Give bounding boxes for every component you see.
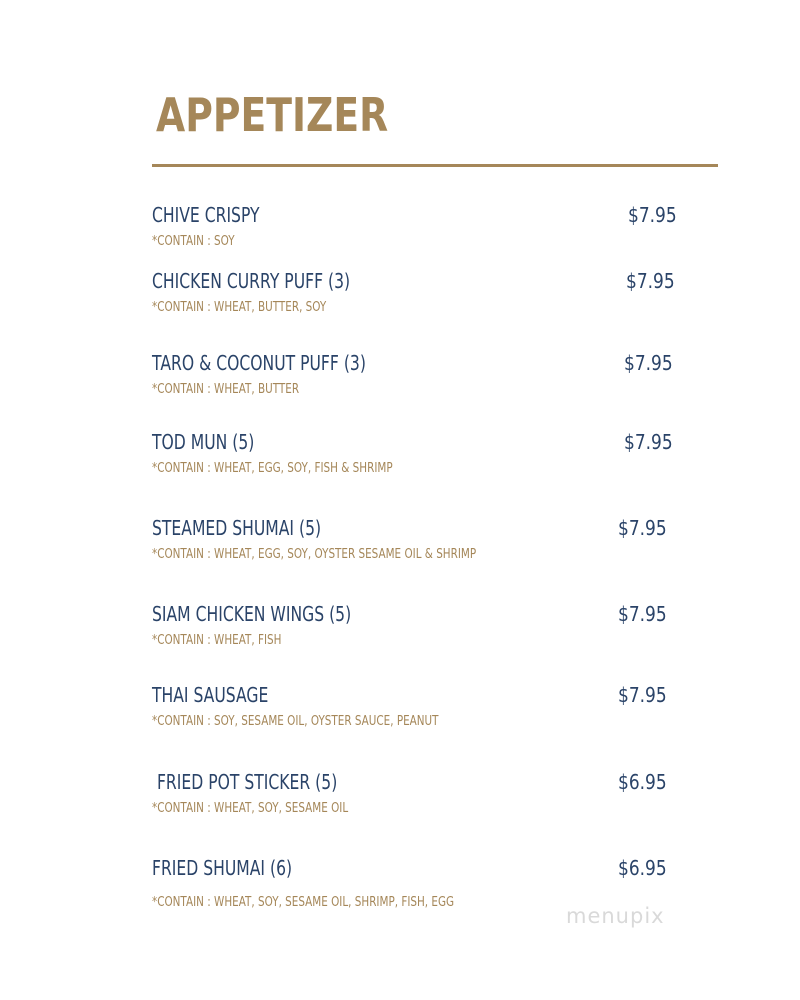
menu-item-allergens: *CONTAIN : WHEAT, SOY, SESAME OIL, SHRIMP, FISH, EGG [152, 895, 455, 910]
menu-item-allergens: *CONTAIN : SOY [152, 234, 235, 249]
menu-item-price: $6.95 [618, 856, 667, 880]
menu-item-allergens: *CONTAIN : WHEAT, SOY, SESAME OIL [152, 801, 349, 816]
menu-item-name: CHICKEN CURRY PUFF (3) [152, 269, 351, 293]
menu-item-price: $7.95 [624, 351, 673, 375]
menu-item-name: FRIED SHUMAI (6) [152, 856, 293, 880]
menu-item-allergens: *CONTAIN : WHEAT, BUTTER [152, 382, 300, 397]
watermark-logo: menupix [566, 904, 665, 928]
menu-item [152, 771, 692, 831]
menu-item [152, 431, 692, 491]
menu-item [152, 204, 692, 264]
menu-item-allergens: *CONTAIN : WHEAT, FISH [152, 633, 282, 648]
menu-item-name: TARO & COCONUT PUFF (3) [152, 351, 366, 375]
menu-item [152, 517, 692, 577]
menu-item-price: $7.95 [626, 269, 675, 293]
menu-item-name: TOD MUN (5) [152, 430, 255, 454]
menu-item-price: $7.95 [618, 683, 667, 707]
menu-item-allergens: *CONTAIN : SOY, SESAME OIL, OYSTER SAUCE, PEANUT [152, 714, 439, 729]
menu-item [152, 352, 692, 412]
menu-item [152, 603, 692, 663]
menu-item-allergens: *CONTAIN : WHEAT, EGG, SOY, FISH & SHRIMP [152, 461, 393, 476]
menu-item-price: $7.95 [628, 203, 677, 227]
menu-item [152, 684, 692, 744]
menu-item-name: CHIVE CRISPY [152, 203, 260, 227]
menu-item-allergens: *CONTAIN : WHEAT, EGG, SOY, OYSTER SESAME OIL & SHRIMP [152, 547, 477, 562]
section-title: APPETIZER [156, 88, 389, 142]
menu-item-name: THAI SAUSAGE [152, 683, 269, 707]
menu-item-name: STEAMED SHUMAI (5) [152, 516, 322, 540]
menu-item-price: $6.95 [618, 770, 667, 794]
menu-item-price: $7.95 [618, 602, 667, 626]
menu-item-name: SIAM CHICKEN WINGS (5) [152, 602, 352, 626]
menu-item-price: $7.95 [618, 516, 667, 540]
menu-item-allergens: *CONTAIN : WHEAT, BUTTER, SOY [152, 300, 327, 315]
section-divider [152, 164, 718, 167]
menu-item-price: $7.95 [624, 430, 673, 454]
side-title [18, 480, 128, 830]
menu-item-name: FRIED POT STICKER (5) [152, 770, 338, 794]
menu-item [152, 270, 692, 330]
